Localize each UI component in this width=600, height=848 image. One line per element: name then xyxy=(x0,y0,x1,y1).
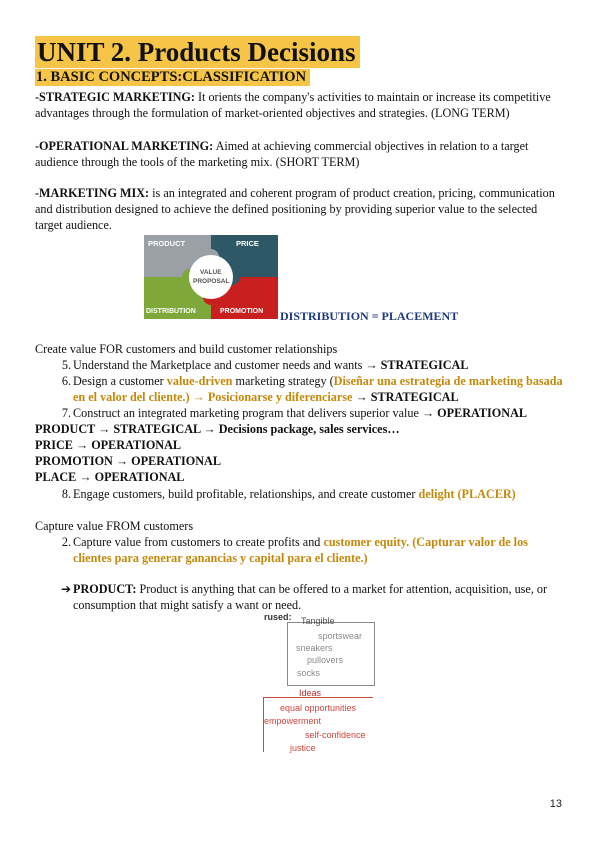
marketing-mix-paragraph xyxy=(35,185,565,233)
mix-line-product: PRODUCT → STRATEGICAL → Decisions package, sales services… xyxy=(35,422,400,436)
puzzle-caption: DISTRIBUTION = PLACEMENT xyxy=(280,309,459,323)
list-emphasis: STRATEGICAL xyxy=(370,390,459,404)
arrow-bullet-icon: ➔ xyxy=(60,582,71,596)
list-number: 5. xyxy=(61,358,71,372)
page-title: UNIT 2. Products Decisions xyxy=(35,36,360,68)
capture-value-heading: Capture value FROM customers xyxy=(35,519,194,533)
product-label: PRODUCT: xyxy=(73,582,137,596)
page-number: 13 xyxy=(549,798,562,810)
ideas-title: Ideas xyxy=(299,688,322,698)
tangible-item: sneakers xyxy=(296,643,333,653)
ideas-item: empowerment xyxy=(264,716,322,726)
marketing-mix-puzzle xyxy=(144,235,278,319)
tangible-item: pullovers xyxy=(307,655,344,665)
highlight-text: customer equity. (Capturar valor de los clientes para generar ganancias y capital para el cliente.) xyxy=(73,535,528,565)
ideas-item: equal opportunities xyxy=(280,703,357,713)
mix-line-price: PRICE → OPERATIONAL xyxy=(35,438,182,452)
puzzle-promotion-label: PROMOTION xyxy=(220,308,264,315)
highlight-text: value-driven xyxy=(166,374,233,388)
puzzle-price-label: PRICE xyxy=(236,239,259,248)
diagram-cut-label: rused: xyxy=(264,612,292,622)
list-number: 8. xyxy=(61,487,71,501)
puzzle-center-line1: VALUE xyxy=(200,269,222,276)
list-item xyxy=(53,373,563,405)
arrow-symbol: → xyxy=(421,406,438,420)
list-text: Understand the Marketplace and customer needs and wants xyxy=(73,358,366,372)
list-text: Engage customers, build profitable, relationships, and create customer xyxy=(73,487,419,501)
mix-line-promotion: PROMOTION → OPERATIONAL xyxy=(35,454,221,468)
product-definition xyxy=(53,581,563,613)
ideas-item: justice xyxy=(290,743,316,753)
list-item xyxy=(53,486,563,502)
strategic-paragraph xyxy=(35,89,565,121)
tangible-item: sportswear xyxy=(318,631,363,641)
highlight-text: Diseñar una estrategia de marketing basada en el valor del cliente.) → Posicionarse y diferenciarse xyxy=(73,374,563,404)
arrow-symbol: → xyxy=(352,390,371,404)
list-item xyxy=(53,534,563,566)
strategic-label: -STRATEGIC MARKETING: xyxy=(35,90,195,104)
list-text: marketing strategy ( xyxy=(232,374,334,388)
puzzle-product-label: PRODUCT xyxy=(148,239,186,248)
list-text: Construct an integrated marketing program that delivers superior value xyxy=(73,406,422,420)
list-emphasis: STRATEGICAL xyxy=(380,358,469,372)
operational-paragraph xyxy=(35,138,565,170)
list-text: Capture value from customers to create profits and xyxy=(73,535,324,549)
list-number: 7. xyxy=(61,406,71,420)
operational-label: -OPERATIONAL MARKETING: xyxy=(35,139,214,153)
list-number: 6. xyxy=(61,374,71,388)
list-text: Design a customer xyxy=(73,374,167,388)
puzzle-center-line2: PROPOSAL xyxy=(193,278,230,285)
tangible-item: socks xyxy=(297,668,321,678)
marketing-mix-label: -MARKETING MIX: xyxy=(35,186,150,200)
create-value-heading: Create value FOR customers and build customer relationships xyxy=(35,342,338,356)
list-number: 2. xyxy=(61,535,71,549)
mix-line-place: PLACE → OPERATIONAL xyxy=(35,470,185,484)
section-heading: 1. BASIC CONCEPTS:CLASSIFICATION xyxy=(35,69,310,86)
list-item xyxy=(53,405,563,421)
puzzle-distribution-label: DISTRIBUTION xyxy=(146,308,196,315)
strategic-text: It orients the company's activities to maintain or increase its competitive advantages through the formulation of market-oriented objectives and strategies. (LONG TERM) xyxy=(35,90,551,120)
ideas-item: self-confidence xyxy=(305,730,366,740)
list-item xyxy=(53,357,563,373)
list-emphasis: OPERATIONAL xyxy=(437,406,528,420)
operational-text: Aimed at achieving commercial objectives in relation to a target audience through the tools of the marketing mix. (SHORT TERM) xyxy=(35,139,529,169)
tangible-title: Tangible xyxy=(301,616,335,626)
product-text: Product is anything that can be offered to a market for attention, acquisition, use, or consumption that might satisfy a want or need. xyxy=(73,582,548,612)
arrow-symbol: → xyxy=(365,358,381,372)
highlight-text: delight (PLACER) xyxy=(418,487,516,501)
marketing-mix-text: is an integrated and coherent program of product creation, pricing, communication and distribution designed to achieve the defined positioning by providing superior value to the selected target audience. xyxy=(35,186,555,232)
